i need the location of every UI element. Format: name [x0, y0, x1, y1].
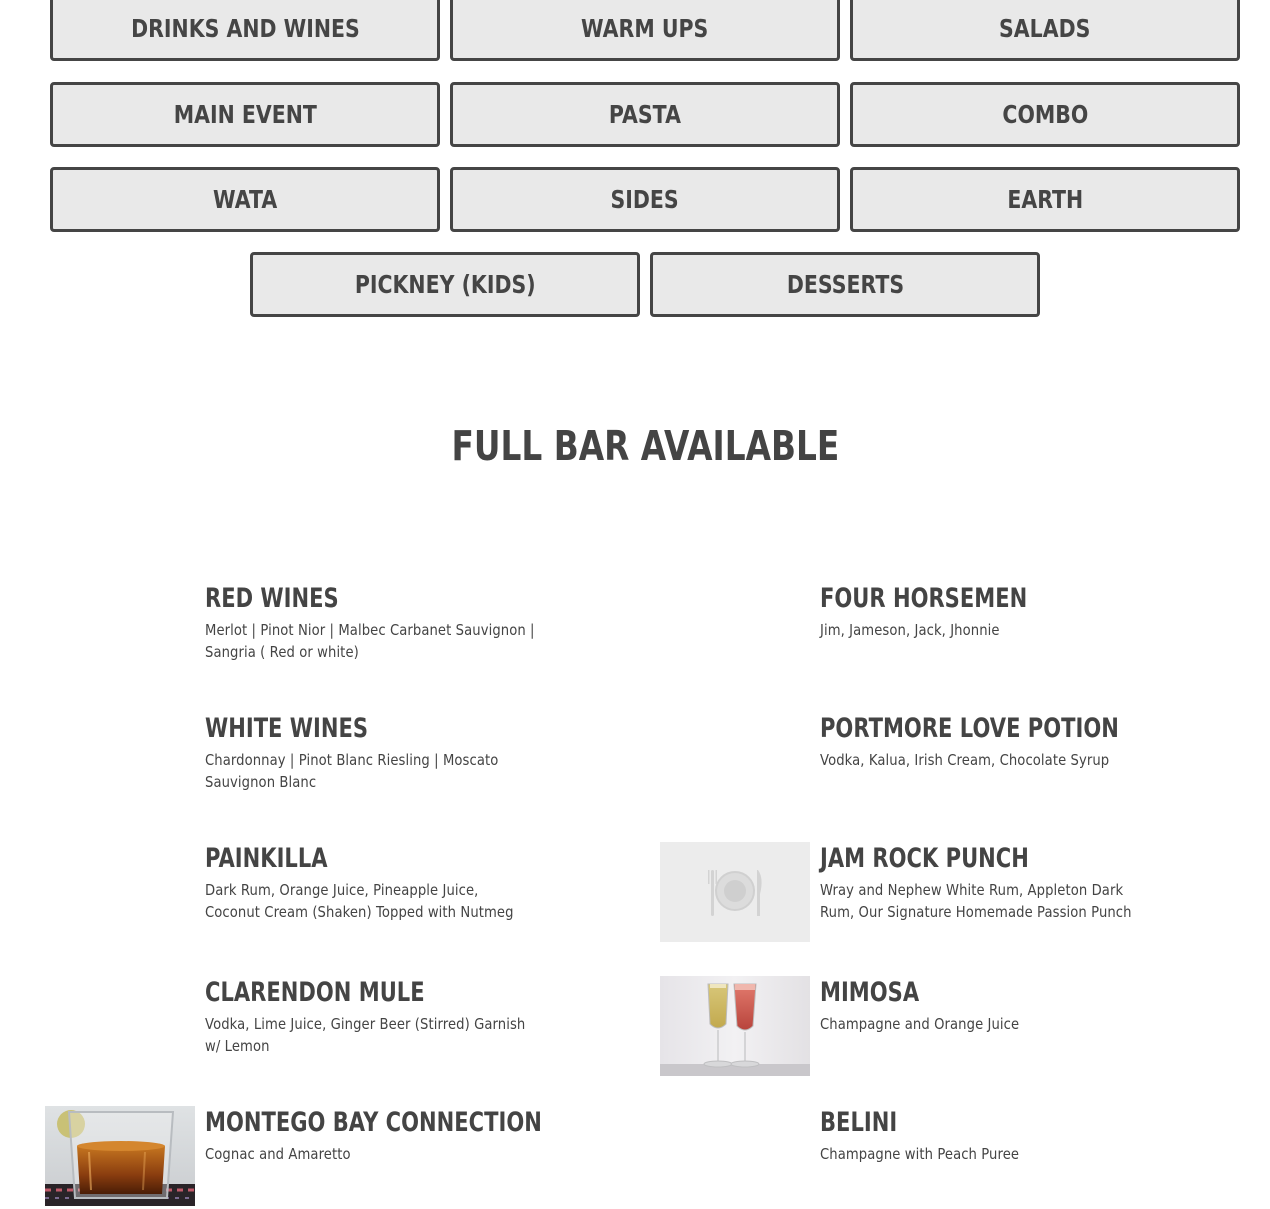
- category-label: COMBO: [1002, 100, 1088, 129]
- category-pickney-kids-button[interactable]: [250, 252, 640, 317]
- category-label: SIDES: [610, 185, 680, 214]
- category-sides-button[interactable]: [450, 167, 840, 232]
- plate-placeholder-icon: [660, 842, 810, 942]
- menu-item-description: Vodka, Kalua, Irish Cream, Chocolate Syrup: [820, 751, 1110, 769]
- category-earth-button[interactable]: [850, 167, 1240, 232]
- category-desserts-button[interactable]: [650, 252, 1040, 317]
- menu-item-name: MONTEGO BAY CONNECTION: [205, 1107, 542, 1138]
- category-label: PASTA: [608, 100, 682, 129]
- category-label: DRINKS AND WINES: [130, 14, 360, 43]
- menu-item-description: Wray and Nephew White Rum, Appleton Dark Rum, Our Signature Homemade Passion Punch: [820, 881, 1132, 921]
- menu-item-name: JAM ROCK PUNCH: [820, 843, 1029, 874]
- menu-item-name: MIMOSA: [820, 977, 920, 1008]
- category-drinks-and-wines-button[interactable]: [50, 0, 440, 61]
- menu-item-belini: [820, 1107, 1130, 1165]
- category-wata-button[interactable]: [50, 167, 440, 232]
- category-warm-ups-button[interactable]: [450, 0, 840, 61]
- menu-item-portmore-love-potion: [820, 713, 1130, 771]
- menu-item-description: Champagne and Orange Juice: [820, 1015, 1020, 1033]
- section-title: FULL BAR AVAILABLE: [451, 422, 839, 470]
- menu-item-description: Chardonnay | Pinot Blanc Riesling | Moscato Sauvignon Blanc: [205, 751, 499, 791]
- menu-item-description: Dark Rum, Orange Juice, Pineapple Juice, Coconut Cream (Shaken) Topped with Nutmeg: [205, 881, 514, 921]
- menu-item-name: CLARENDON MULE: [205, 977, 425, 1008]
- category-label: MAIN EVENT: [173, 100, 317, 129]
- menu-item-mimosa: [820, 977, 1130, 1035]
- menu-item-montego-bay-connection: [205, 1107, 542, 1165]
- menu-item-clarendon-mule: [205, 977, 526, 1057]
- category-label: EARTH: [1007, 185, 1083, 214]
- category-main-event-button[interactable]: [50, 82, 440, 147]
- menu-item-four-horsemen: [820, 583, 1130, 641]
- menu-item-jam-rock-punch: [820, 843, 1130, 923]
- menu-item-white-wines: [205, 713, 515, 793]
- menu-item-name: PORTMORE LOVE POTION: [820, 713, 1119, 744]
- menu-item-red-wines: [205, 583, 535, 663]
- category-label: WATA: [212, 185, 278, 214]
- menu-item-description: Champagne with Peach Puree: [820, 1145, 1020, 1163]
- category-pasta-button[interactable]: [450, 82, 840, 147]
- menu-item-name: RED WINES: [205, 583, 339, 614]
- category-label: WARM UPS: [581, 14, 709, 43]
- menu-item-name: PAINKILLA: [205, 843, 328, 874]
- category-label: PICKNEY (KIDS): [354, 270, 536, 299]
- menu-item-painkilla: [205, 843, 515, 923]
- menu-item-description: Jim, Jameson, Jack, Jhonnie: [820, 621, 1000, 639]
- menu-item-description: Vodka, Lime Juice, Ginger Beer (Stirred) Garnish w/ Lemon: [205, 1015, 526, 1055]
- menu-item-name: FOUR HORSEMEN: [820, 583, 1028, 614]
- champagne-glasses-photo: [660, 976, 810, 1076]
- menu-item-description: Merlot | Pinot Nior | Malbec Carbanet Sauvignon | Sangria ( Red or white): [205, 621, 535, 661]
- category-label: DESSERTS: [786, 270, 904, 299]
- category-combo-button[interactable]: [850, 82, 1240, 147]
- category-salads-button[interactable]: [850, 0, 1240, 61]
- category-label: SALADS: [999, 14, 1091, 43]
- menu-item-name: WHITE WINES: [205, 713, 369, 744]
- cognac-glass-photo: [45, 1106, 195, 1206]
- menu-item-name: BELINI: [820, 1107, 898, 1138]
- menu-item-description: Cognac and Amaretto: [205, 1145, 351, 1163]
